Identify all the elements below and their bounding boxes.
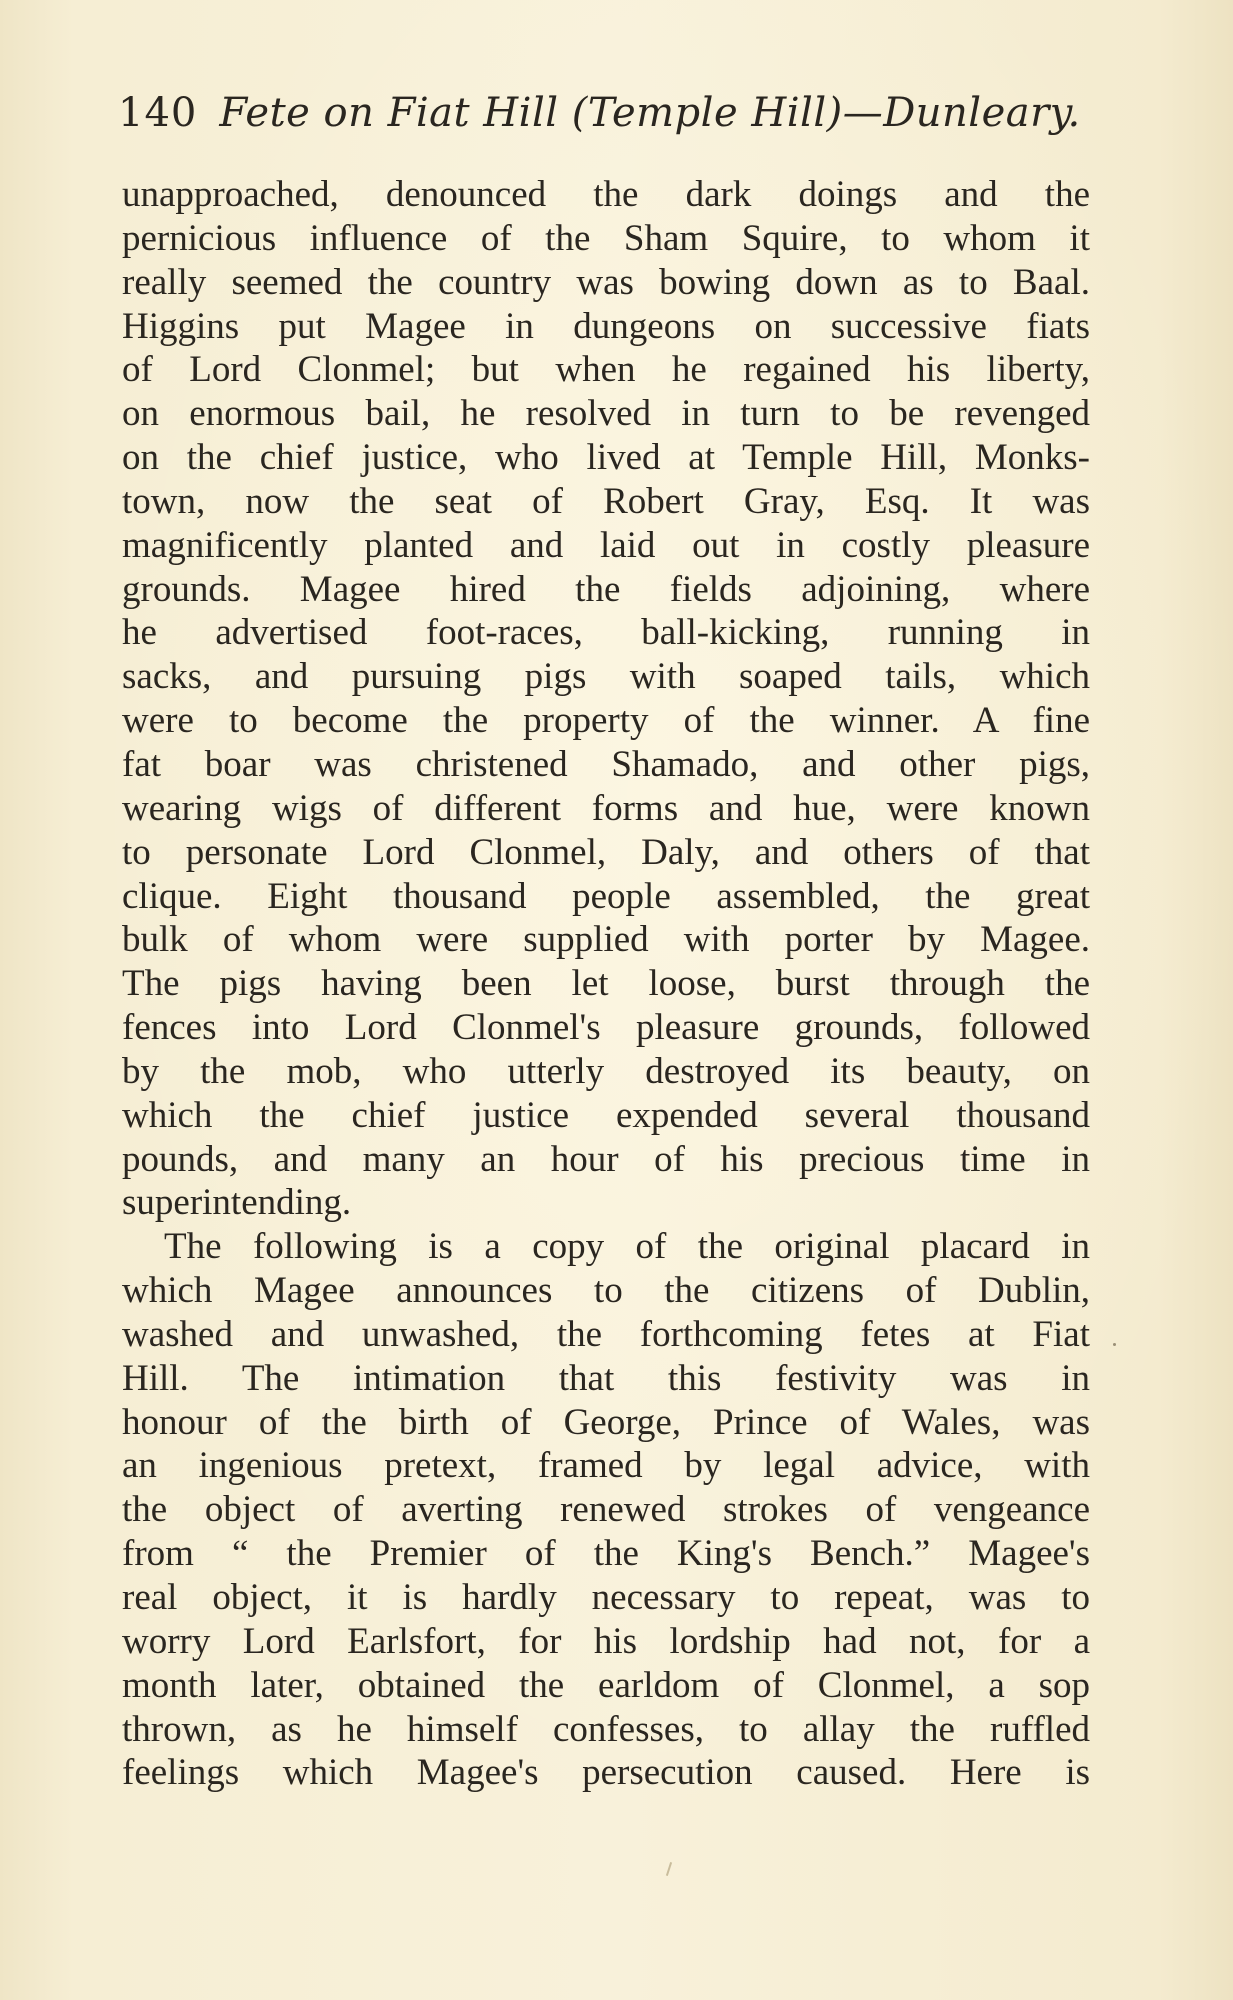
text-line: real object, it is hardly necessary to repeat, was to: [122, 1577, 1090, 1618]
text-line: town, now the seat of Robert Gray, Esq. It was: [122, 480, 1090, 522]
text-line: fences into Lord Clonmel's pleasure grounds, followed: [122, 1007, 1090, 1049]
text-line: wearing wigs of different forms and hue, were known: [122, 787, 1090, 829]
text-line: from “ the Premier of the King's Bench.” Magee's: [122, 1533, 1090, 1575]
text-line: unapproached, denounced the dark doings and the: [122, 174, 1090, 215]
text-line: pounds, and many an hour of his precious time in: [122, 1138, 1090, 1180]
paragraph-end-line: superintending.: [122, 1182, 352, 1224]
text-line: washed and unwashed, the forthcoming fetes at Fiat: [122, 1313, 1090, 1355]
running-title: Fete on Fiat Hill (Temple Hill)—Dunleary.: [219, 90, 1081, 136]
text-line: which Magee announces to the citizens of Dublin,: [122, 1270, 1090, 1312]
text-line: on enormous bail, he resolved in turn to be revenged: [122, 393, 1090, 435]
text-line: worry Lord Earlsfort, for his lordship had not, for a: [122, 1620, 1090, 1662]
text-line: the object of averting renewed strokes of vengeance: [122, 1489, 1090, 1531]
text-line: fat boar was christened Shamado, and other pigs,: [122, 743, 1090, 785]
paragraph-start-line: The following is a copy of the original placard in: [164, 1226, 1090, 1268]
text-line: pernicious influence of the Sham Squire, to whom it: [122, 217, 1090, 259]
text-line: were to become the property of the winner. A fine: [122, 700, 1090, 742]
text-line: magnificently planted and laid out in costly pleasure: [122, 524, 1090, 566]
text-line: on the chief justice, who lived at Temple Hill, Monks-: [122, 437, 1090, 479]
text-line: which the chief justice expended several thousand: [122, 1094, 1090, 1136]
paper-blemish: [666, 1862, 672, 1876]
text-line: an ingenious pretext, framed by legal advice, with: [122, 1445, 1090, 1487]
text-line: he advertised foot-races, ball-kicking, running in: [122, 612, 1090, 654]
text-line: Higgins put Magee in dungeons on successive fiats: [122, 305, 1090, 347]
text-line: sacks, and pursuing pigs with soaped tails, which: [122, 656, 1090, 698]
margin-dot: [1113, 1343, 1116, 1346]
text-line: grounds. Magee hired the fields adjoining, where: [122, 568, 1090, 610]
text-line: thrown, as he himself confesses, to allay the ruffled: [122, 1708, 1090, 1750]
text-line: to personate Lord Clonmel, Daly, and others of that: [122, 831, 1090, 873]
body-text: [122, 173, 1090, 1795]
text-line: feelings which Magee's persecution caused. Here is: [122, 1752, 1090, 1794]
text-line: honour of the birth of George, Prince of Wales, was: [122, 1401, 1090, 1443]
text-line: of Lord Clonmel; but when he regained his liberty,: [122, 349, 1090, 391]
text-line: clique. Eight thousand people assembled, the great: [122, 875, 1090, 917]
page-number: 140: [118, 90, 198, 136]
text-line: Hill. The intimation that this festivity was in: [122, 1357, 1090, 1399]
text-line: really seemed the country was bowing down as to Baal.: [122, 261, 1090, 303]
text-line: The pigs having been let loose, burst through the: [122, 963, 1090, 1005]
text-line: by the mob, who utterly destroyed its beauty, on: [122, 1050, 1090, 1092]
text-line: bulk of whom were supplied with porter by Magee.: [122, 919, 1090, 961]
running-head: [118, 88, 1090, 138]
text-line: month later, obtained the earldom of Clonmel, a sop: [122, 1664, 1090, 1706]
